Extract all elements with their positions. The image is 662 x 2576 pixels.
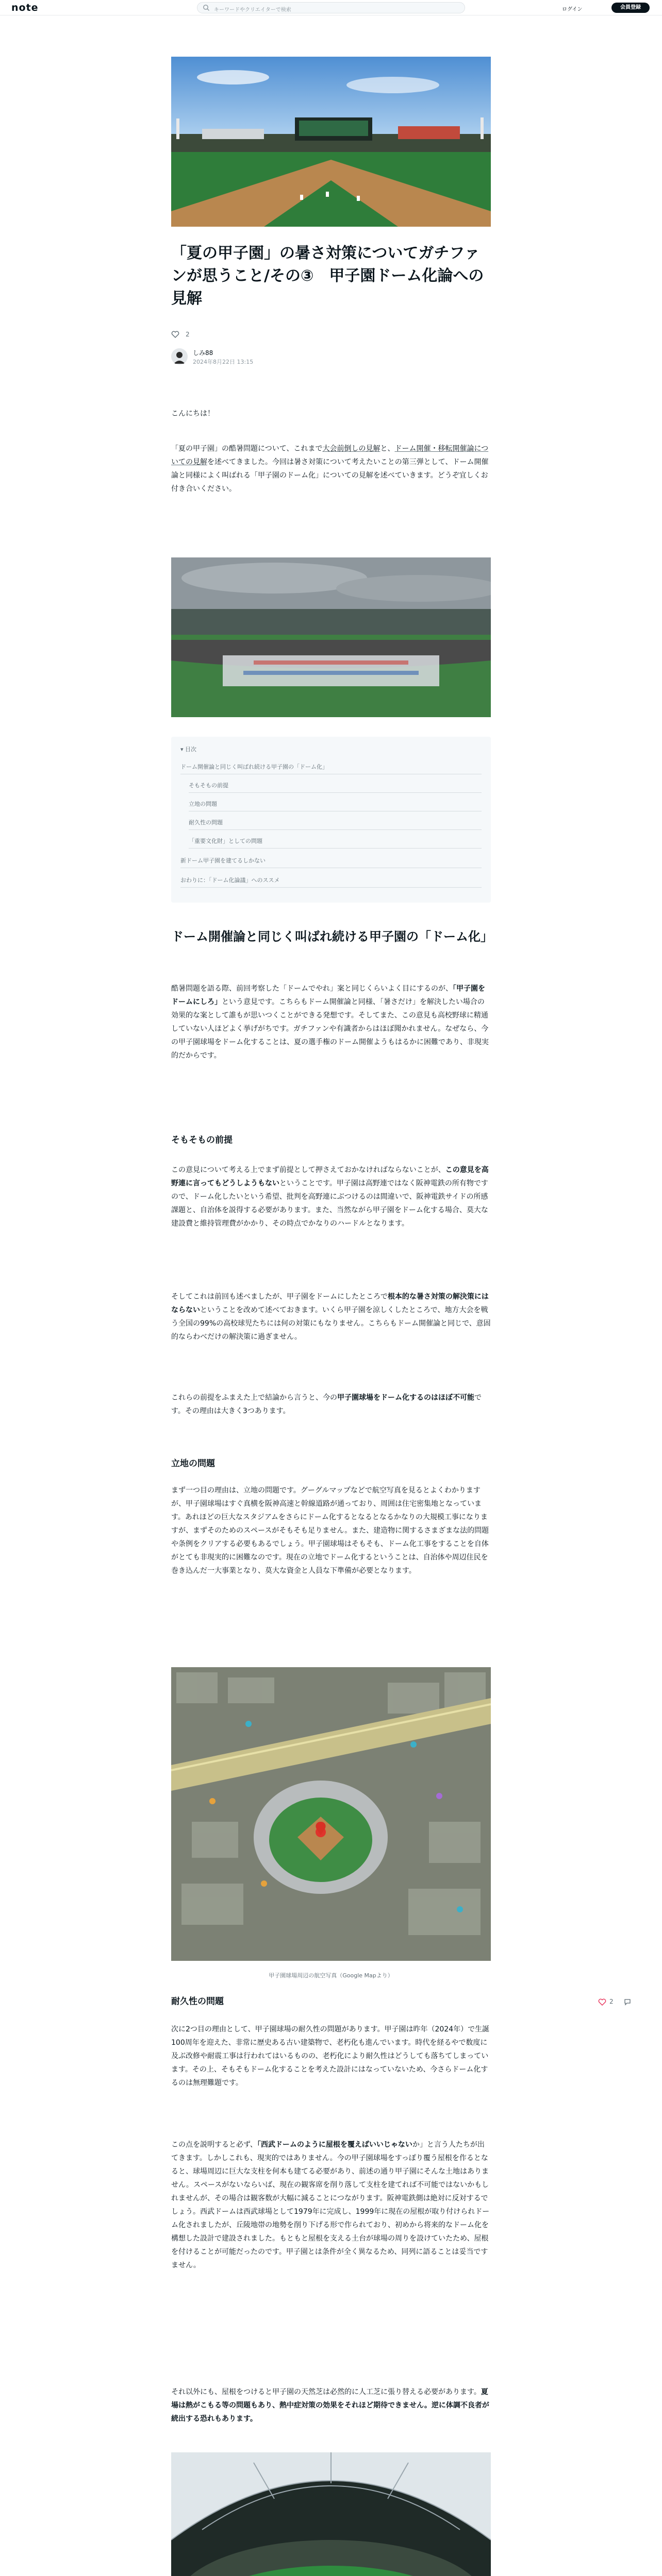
heart-icon[interactable] <box>171 331 179 338</box>
floating-heart-icon[interactable] <box>598 1998 606 2006</box>
hero-image-koshien <box>171 57 491 227</box>
section4-paragraph-1: 次に2つ目の理由として、甲子園球場の耐久性の問題があります。甲子園は昨年（2024年）で生誕100周年を迎えた、非常に歴史ある古い建築物で、老朽化も進んでいます。時代を経るやで数度に及ぶ改修や耐震工事は行われてはいるものの、老朽化により耐久性はどうしても落ちてしまっています。その上、そもそもドーム化することを考えた設計にはなっていないため、今さらドーム化するのは無理難題です。 <box>171 2025 490 2087</box>
article-title: 「夏の甲子園」の暑さ対策についてガチファンが思うこと/その③ 甲子園ドーム化論への見解 <box>171 244 484 308</box>
section-heading-dome-debate: ドーム開催論と同じく叫ばれ続ける甲子園の「ドーム化」 <box>171 929 493 944</box>
s2-p3-bold: 甲子園球場をドーム化するのはほぼ不可能 <box>337 1394 474 1402</box>
ceremony-image-art <box>171 557 491 717</box>
section-heading-location: 立地の問題 <box>171 1459 215 1469</box>
s4-p2-b: か」と言う人たちが出てきます。しかしこれも、現実的ではありません。今の甲子園球場をすっぽり覆う屋根を作るとなると、球場周辺に巨大な支柱を何本も建てる必要があり、前述の通り甲子園にそんな土地はありません。スペースがないならいば、現在の観客席を削り落して支柱を建てれば不可能ではないかもしれませんが、その場合は観客数が大幅に減ることにつながります。阪神電鉄側は絶対に反対するでしょう。西武ドームは西武球場として1979年に完成し、1999年に現在の屋根が取り付けられドーム化されましたが、丘陵地帯の地勢を削り下げる形で作られており、初めから将来的なドーム化を構想した設計で建設されました。もともと屋根を支える土台が球場の周りを設けていたため、屋根を付けることが可能だったのです。甲子園とは条件が全く異なるため、同列に語ることは妥当ですません。 <box>171 2141 490 2269</box>
aerial-map-image <box>171 1667 491 1961</box>
s2-p1-a: この意見について考える上でまず前提として押さえておかなければならないことが、 <box>171 1166 445 1174</box>
s2-p3-a: これらの前提をふまえた上で結論から言うと、今の <box>171 1394 337 1402</box>
toc-item[interactable]: 「重要文化財」としての問題 <box>189 837 482 849</box>
section4-paragraph-2 <box>171 2138 491 2272</box>
section4-paragraph-3 <box>171 2385 491 2426</box>
publish-date: 2024年8月22日 13:15 <box>193 359 254 365</box>
seibu-dome-image <box>171 2452 491 2576</box>
search-icon <box>203 4 210 11</box>
intro-text-b: と、 <box>380 445 395 453</box>
table-of-contents <box>171 737 491 903</box>
toc-item[interactable]: そもそもの前提 <box>189 781 482 793</box>
signup-button[interactable]: 会員登録 <box>611 3 650 13</box>
s2-p2-b: ということを改めて述べておきます。いくら甲子園を涼しくしたところで、地方大会を戦う全国の99%の高校球児たちには何の対策にもなりません。こちらもドーム開催論と同じで、意固的ならわべだけの解決策に過ぎません。 <box>171 1306 491 1341</box>
seibu-dome-art <box>171 2452 491 2576</box>
aerial-map-art <box>171 1667 491 1961</box>
intro-text-a: 「夏の甲子園」の酷暑問題について、これまで <box>171 445 323 453</box>
toc-item[interactable]: ドーム開催論と同じく叫ばれ続ける甲子園の「ドーム化」 <box>180 762 482 774</box>
s2-p2-bold: 根本的な暑さ対策の解決策にはならない <box>171 1293 489 1314</box>
s4-p2-bold: 「西武ドームのように屋根を覆えばいいじゃない <box>257 2141 412 2149</box>
intro-paragraph <box>171 442 491 496</box>
s2-p3-b: です。その理由は大きく3つあります。 <box>171 1394 482 1415</box>
author-name[interactable]: しみ88 <box>193 349 213 357</box>
section3-paragraph: まず一つ目の理由は、立地の問題です。グーグルマップなどで航空写真を見るとよくわかりますが、甲子園球場はすぐ真横を阪神高速と幹線道路が通っており、周囲は住宅密集地となっています。あれほどの巨大なスタジアムをさらにドーム化するとなるとなるかなりの大規模工事になりますが、まずそのためのスペースがそもそも足りません。また、建造物に関するさまざまな法的問題や条例をクリアする必要もあるでしょう。甲子園球場はそもそも、ドーム化工事をすることを自体がとても非現実的に困難なのです。現在の立地でドーム化するということは、自治体や周辺住民を巻き込んだ一大事業となり、莫大な資金と人員な下準備が必要となります。 <box>171 1486 489 1575</box>
like-row <box>171 330 491 340</box>
search-placeholder: キーワードやクリエイターで検索 <box>214 7 291 13</box>
section1-paragraph <box>171 982 491 1062</box>
section-heading-premise: そもそもの前提 <box>171 1135 233 1145</box>
s1-text-a: 酷暑問題を語る際、前回考察した「ドームでやれ」案と同じくらいよく目にするのが、 <box>171 985 453 993</box>
toc-item[interactable]: 耐久性の問題 <box>189 818 482 830</box>
section2-paragraph-3 <box>171 1391 491 1418</box>
section2-paragraph-2 <box>171 1290 491 1344</box>
greeting: こんにちは！ <box>171 410 214 418</box>
s2-p1-b: ということです。甲子園は高野連ではなく阪神電鉄の所有物ですので、ドーム化したいという希望、批判を高野連にぶつけるのは間違いで、阪神電鉄サイドの所感課題と、自治体を説得する必要があります。また、当然ながら甲子園をドーム化する場合、莫大な建設費と維持管理費がかかり、その時点でかなりのハードルとなります。 <box>171 1179 488 1228</box>
login-link[interactable]: ログイン <box>562 7 583 12</box>
toc-item[interactable]: 新ドーム甲子園を建てるしかない <box>180 856 482 868</box>
avatar[interactable] <box>171 348 188 365</box>
s2-p1-bold: この意見を高野連に言ってもどうしようもない <box>171 1166 489 1188</box>
s1-text-bold: 「甲子園をドームにしろ」 <box>171 985 485 1006</box>
toc-item[interactable]: 立地の問題 <box>189 800 482 811</box>
link-prev-article-1[interactable]: 大会前倒しの見解 <box>322 445 380 453</box>
note-logo[interactable]: note <box>11 2 39 13</box>
search-input[interactable] <box>197 2 465 13</box>
author-block <box>171 348 491 367</box>
toc-item[interactable]: おわりに：「ドーム化論議」へのススメ <box>180 876 482 888</box>
section2-paragraph-1 <box>171 1163 491 1230</box>
s2-p2-a: そしてこれは前回も述べましたが、甲子園をドームにしたところで <box>171 1293 388 1301</box>
floating-like-count: 2 <box>609 1998 614 2005</box>
toc-heading: ▾ 目次 <box>180 746 197 753</box>
s4-p3-a: それ以外にも、屋根をつけると甲子園の天然芝は必然的に人工芝に張り替える必要があります。 <box>171 2388 481 2396</box>
section-heading-durability: 耐久性の問題 <box>171 1996 224 2007</box>
intro-text-c: を述べてきました。今回は暑さ対策について考えたいことの第三弾として、ドーム開催論と同様によく叫ばれる「甲子園のドーム化」についての見解を述べていきます。どうぞ宜しくお付き合いください。 <box>171 458 489 493</box>
like-count: 2 <box>186 331 190 338</box>
avatar-icon <box>171 348 188 365</box>
site-header <box>0 0 662 15</box>
toc-heading-text: 目次 <box>185 746 197 753</box>
s4-p3-bold: 夏場は熱がこもる等の問題もあり、熱中症対策の効果をそれほど期待できません。逆に体調不良者が続出する恐れもあります。 <box>171 2388 489 2423</box>
s4-p2-a: この点を説明すると必ず、 <box>171 2141 257 2149</box>
aerial-map-caption: 甲子園球場周辺の航空写真（Google Mapより） <box>269 1972 393 1979</box>
ceremony-image <box>171 557 491 717</box>
comment-icon[interactable] <box>624 1998 631 2006</box>
link-prev-article-2[interactable]: ドーム開催・移転開催論についての見解 <box>171 445 489 466</box>
hero-image-art <box>171 57 491 227</box>
s1-text-b: という意見です。こちらもドーム開催論と同様、「暑さだけ」を解決したい場合の効果的な案として誰もが思いつくことができる発想です。そしてまた、この意見も高校野球に精通していない人ほどよく挙げがちです。ガチファンや有識者からはほぼ聞かれません。なぜなら、今の甲子園球場をドーム化することは、夏の選手権のドーム開催ようもはるかに困難であり、非現実的だからです。 <box>171 998 489 1060</box>
